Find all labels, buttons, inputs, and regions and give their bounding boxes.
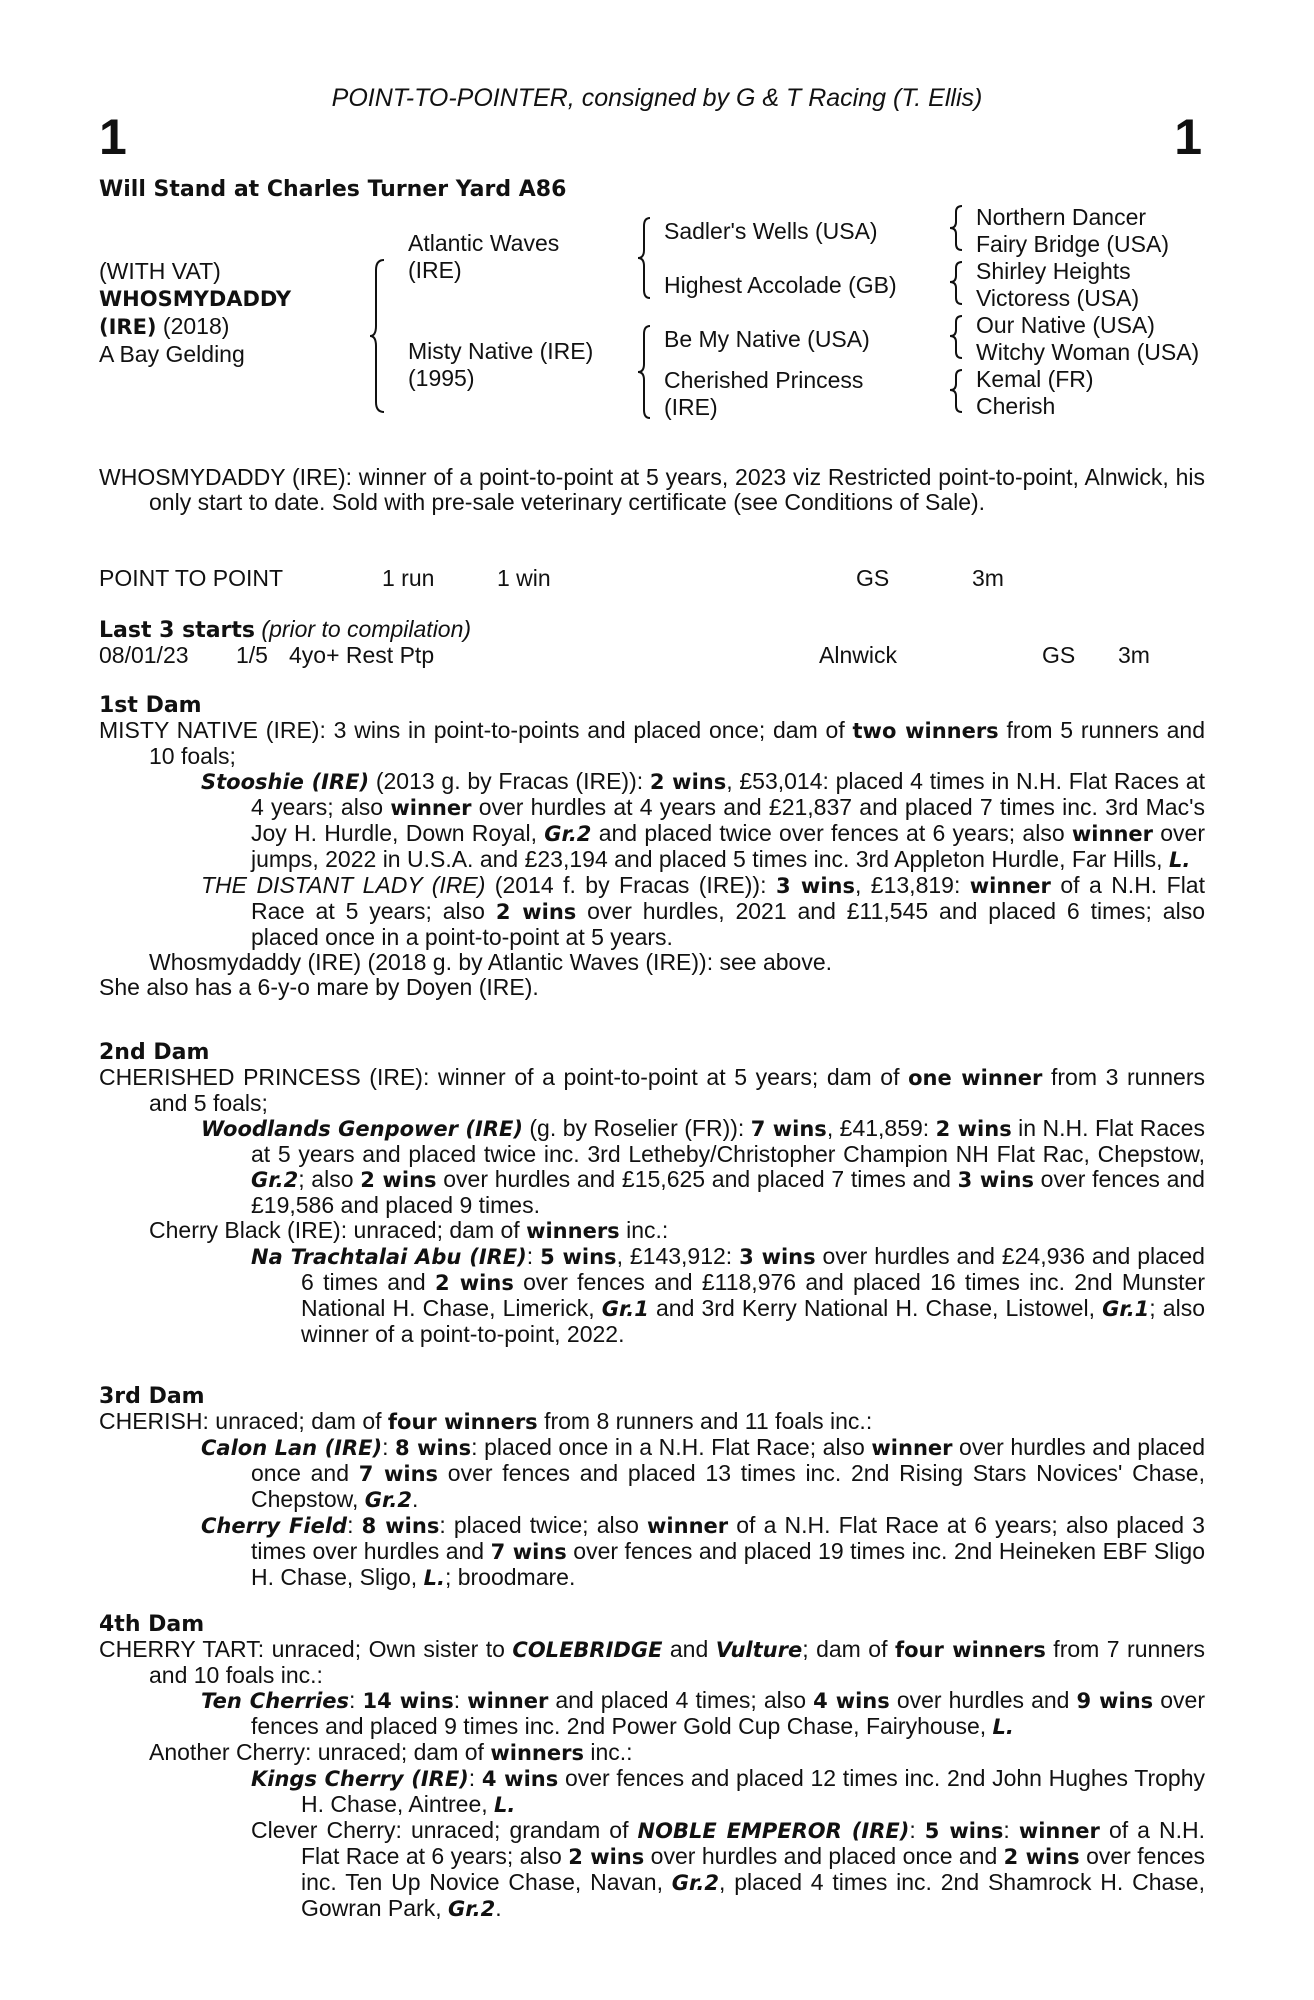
- lot-number-right: 1: [1174, 109, 1202, 165]
- first-dam-heading: 1st Dam: [99, 693, 202, 718]
- start-going: GS: [1042, 642, 1076, 668]
- record-runs: 1 run: [382, 565, 435, 591]
- first-dam-produce-2: THE DISTANT LADY (IRE) (2014 f. by Fracas (IRE)): 3 wins, £13,819: winner of a N.H. Flat Race at 5 years; also 2 wins over hurdles, 2021 and £11,545 and placed 6 times; also placed once in a point-to-point at 5 years.: [201, 872, 1205, 950]
- second-dam-intro: CHERISHED PRINCESS (IRE): winner of a point-to-point at 5 years; dam of one winner from 3 runners and 5 foals;: [99, 1064, 1206, 1116]
- second-dam-produce-1: Woodlands Genpower (IRE) (g. by Roselier (FR)): 7 wins, £41,859: 2 wins in N.H. Flat Races at 5 years and placed twice inc. 3rd Letheby/Christopher Champion NH Flat Rac, Chepstow, Gr.2; also 2 wins over hurdles and £15,625 and placed 7 times and 3 wins over fences and £19,586 and placed 9 times.: [201, 1115, 1205, 1218]
- record-wins: 1 win: [497, 565, 551, 591]
- race-record: [99, 566, 1205, 592]
- stand-location: Will Stand at Charles Turner Yard A86: [99, 177, 567, 202]
- first-dam-intro: MISTY NATIVE (IRE): 3 wins in point-to-points and placed once; dam of two winners from 5 runners and 10 foals;: [99, 717, 1205, 769]
- third-dam-heading: 3rd Dam: [99, 1384, 205, 1409]
- second-dam-heading: 2nd Dam: [99, 1040, 210, 1065]
- third-dam-produce-1: Calon Lan (IRE): 8 wins: placed once in a N.H. Flat Race; also winner over hurdles and placed once and 7 wins over fences and placed 13 times inc. 2nd Rising Stars Novices' Chase, Chepstow, Gr.2.: [201, 1434, 1205, 1512]
- horse-description: A Bay Gelding: [99, 341, 245, 367]
- fourth-dam-heading: 4th Dam: [99, 1612, 205, 1637]
- horse-name: WHOSMYDADDY: [99, 287, 292, 311]
- third-dam-section: [99, 1384, 1205, 1591]
- second-dam-section: [99, 1040, 1205, 1347]
- record-distance: 3m: [972, 565, 1004, 591]
- first-dam-produce-1: Stooshie (IRE) (2013 g. by Fracas (IRE)): 2 wins, £53,014: placed 4 times in N.H. Flat Races at 4 years; also winner over hurdles at 4 years and £21,837 and placed 7 times inc. 3rd Mac's Joy H. Hurdle, Down Royal, Gr.2 and placed twice over fences at 6 years; also winner over jumps, 2022 in U.S.A. and £23,194 and placed 5 times inc. 3rd Appleton Hurdle, Far Hills, L.: [201, 768, 1206, 872]
- third-dam-intro: CHERISH: unraced; dam of four winners from 8 runners and 11 foals inc.:: [99, 1408, 873, 1434]
- fourth-dam-produce-1: Ten Cherries: 14 wins: winner and placed 4 times; also 4 wins over hurdles and 9 wins over fences and placed 9 times inc. 2nd Power Gold Cup Chase, Fairyhouse, L.: [201, 1687, 1205, 1739]
- last-start-row: [99, 643, 1205, 669]
- pedigree-bracket-3: [638, 324, 658, 420]
- pedigree-horse: [99, 258, 291, 368]
- start-position: 1/5: [236, 642, 268, 668]
- pedigree-sire: Atlantic Waves (IRE): [408, 230, 560, 283]
- second-dam-produce-2: Cherry Black (IRE): unraced; dam of winners inc.:: [149, 1217, 669, 1243]
- pedigree-dam: Misty Native (IRE) (1995): [408, 338, 594, 391]
- record-going: GS: [856, 565, 890, 591]
- start-distance: 3m: [1118, 642, 1150, 668]
- fourth-dam-produce-3: Kings Cherry (IRE): 4 wins over fences and placed 12 times inc. 2nd John Hughes Trophy H. Chase, Aintree, L.: [251, 1765, 1205, 1817]
- pedigree-sire-dam: Highest Accolade (GB): [664, 272, 897, 298]
- pedigree-bracket-ggp: [950, 204, 968, 504]
- horse-summary: WHOSMYDADDY (IRE): winner of a point-to-point at 5 years, 2023 viz Restricted point-to-point, Alnwick, his only start to date. Sold with pre-sale veterinary certificate (see Conditions of Sale).: [99, 464, 1205, 515]
- pedigree-bracket-1: [370, 258, 394, 414]
- horse-suffix: (IRE): [99, 315, 157, 339]
- pedigree-great-grandparents: Northern Dancer Fairy Bridge (USA) Shirley Heights Victoress (USA) Our Native (USA) Witchy Woman (USA) Kemal (FR) Cherish: [976, 204, 1200, 419]
- pedigree-dam-dam: Cherished Princess (IRE): [664, 367, 864, 420]
- first-dam-produce-3: Whosmydaddy (IRE) (2018 g. by Atlantic Waves (IRE)): see above.: [149, 949, 833, 975]
- pedigree-dam-sire: Be My Native (USA): [664, 326, 870, 352]
- vat-note: (WITH VAT): [99, 258, 221, 284]
- third-dam-produce-2: Cherry Field: 8 wins: placed twice; also winner of a N.H. Flat Race at 6 years; also placed 3 times over hurdles and 7 wins over fences and placed 19 times inc. 2nd Heineken EBF Sligo H. Chase, Sligo, L.; broodmare.: [201, 1512, 1205, 1590]
- first-dam-section: [99, 693, 1205, 1000]
- fourth-dam-produce-4: Clever Cherry: unraced; grandam of NOBLE EMPEROR (IRE): 5 wins: winner of a N.H. Flat Race at 6 years; also 2 wins over hurdles and placed once and 2 wins over fences inc. Ten Up Novice Chase, Navan, Gr.2, placed 4 times inc. 2nd Shamrock H. Chase, Gowran Park, Gr.2.: [251, 1817, 1206, 1921]
- pedigree-sire-sire: Sadler's Wells (USA): [664, 218, 878, 244]
- start-course: Alnwick: [819, 642, 897, 668]
- start-race: 4yo+ Rest Ptp: [289, 642, 435, 668]
- horse-year: (2018): [162, 313, 230, 339]
- record-label: POINT TO POINT: [99, 565, 284, 591]
- fourth-dam-intro: CHERRY TART: unraced; Own sister to COLEBRIDGE and Vulture; dam of four winners from 7 runners and 10 foals inc.:: [99, 1636, 1206, 1688]
- second-dam-produce-3: Na Trachtalai Abu (IRE): 5 wins, £143,912: 3 wins over hurdles and £24,936 and placed 6 times and 2 wins over fences and £118,976 and placed 16 times inc. 2nd Munster National H. Chase, Limerick, Gr.1 and 3rd Kerry National H. Chase, Listowel, Gr.1; also winner of a point-to-point, 2022.: [251, 1243, 1205, 1347]
- fourth-dam-section: [99, 1612, 1205, 1922]
- start-date: 08/01/23: [99, 642, 189, 668]
- lot-number-left: 1: [99, 109, 127, 165]
- fourth-dam-produce-2: Another Cherry: unraced; dam of winners inc.:: [149, 1739, 633, 1765]
- first-dam-produce-4: She also has a 6-y-o mare by Doyen (IRE).: [99, 974, 539, 1000]
- catalogue-header: POINT-TO-POINTER, consigned by G & T Racing (T. Ellis): [331, 84, 983, 112]
- pedigree-bracket-2: [638, 216, 658, 300]
- last-starts-heading: Last 3 starts (prior to compilation): [99, 616, 472, 643]
